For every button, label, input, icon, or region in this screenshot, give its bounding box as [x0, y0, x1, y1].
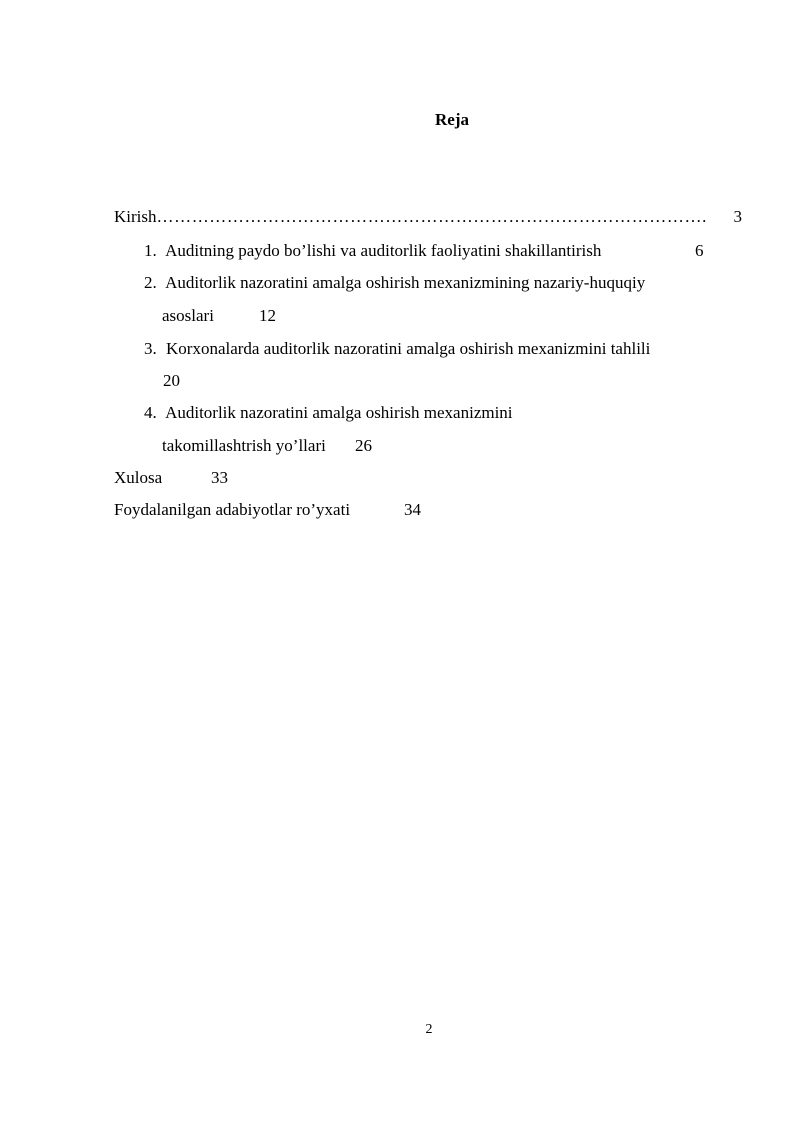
- dot-leader: ………………………………………………………………………………….: [156, 207, 707, 226]
- chapter-number: 3.: [144, 339, 157, 358]
- chapter-number: 2.: [144, 273, 157, 292]
- toc-entry-introduction: [114, 207, 742, 227]
- toc-entry-chapter-2: [144, 273, 645, 293]
- chapter-title-line-2: takomillashtrish yo’llari: [162, 436, 326, 455]
- chapter-title: Auditning paydo bo’lishi va auditorlik faoliyatini shakillantirish: [165, 241, 602, 260]
- page-number: 2: [425, 1022, 433, 1037]
- toc-entry-chapter-4: [144, 403, 513, 423]
- references-page: 34: [404, 500, 421, 519]
- toc-entry-page: 3: [733, 207, 742, 226]
- toc-entry-chapter-1: [144, 241, 601, 261]
- chapter-1-page: 6: [695, 241, 704, 260]
- conclusion-page: 33: [211, 468, 228, 487]
- page-title: Reja: [435, 110, 469, 129]
- chapter-number: 4.: [144, 403, 157, 422]
- chapter-number: 1.: [144, 241, 157, 260]
- chapter-3-page: 20: [163, 371, 180, 390]
- chapter-4-page: 26: [355, 436, 372, 455]
- toc-entry-conclusion: Xulosa: [114, 468, 163, 487]
- chapter-2-page: 12: [259, 306, 276, 325]
- chapter-title-line-2: asoslari: [162, 306, 214, 325]
- chapter-title-line-1: Auditorlik nazoratini amalga oshirish mexanizmini: [165, 403, 513, 422]
- toc-entry-chapter-3: [144, 339, 650, 359]
- toc-entry-references: Foydalanilgan adabiyotlar ro’yxati: [114, 500, 351, 519]
- chapter-title-line-1: Auditorlik nazoratini amalga oshirish mexanizmining nazariy-huquqiy: [165, 273, 646, 292]
- toc-entry-label: Kirish: [114, 207, 157, 226]
- chapter-title: Korxonalarda auditorlik nazoratini amalga oshirish mexanizmini tahlili: [166, 339, 651, 358]
